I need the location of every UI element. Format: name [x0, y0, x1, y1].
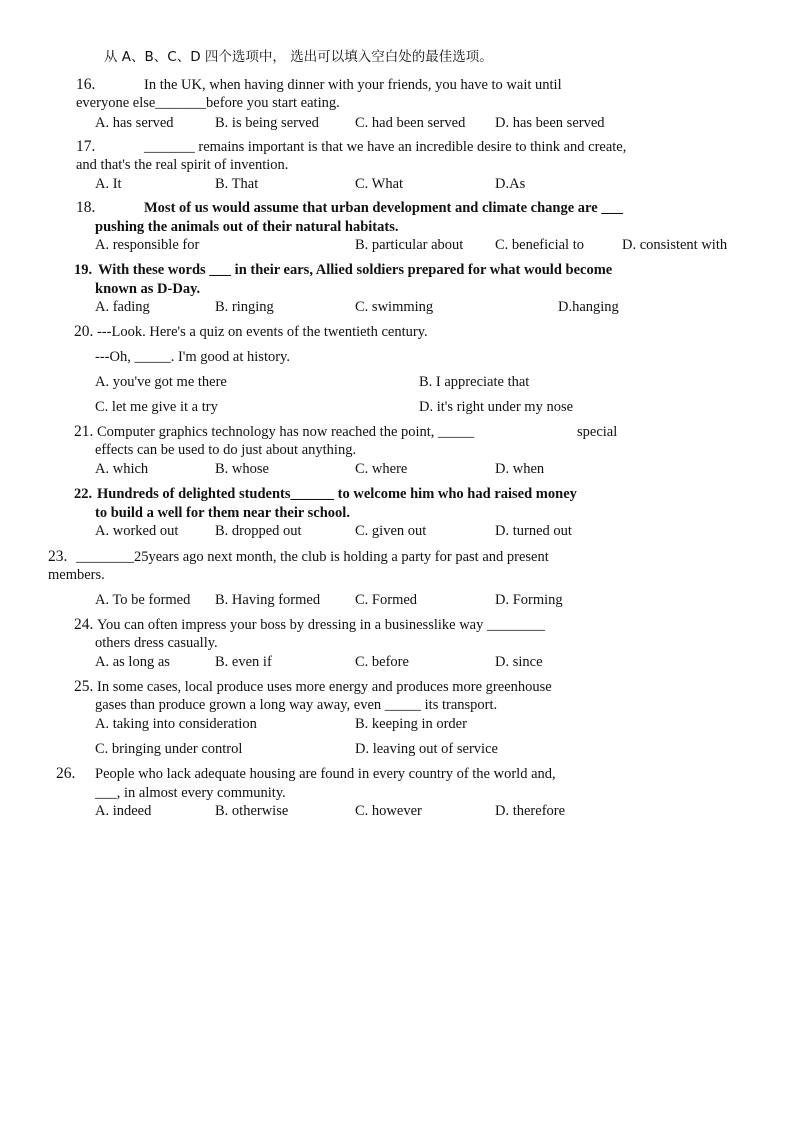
option-b[interactable]: B. Having formed	[215, 592, 321, 608]
option-a[interactable]: A. It	[95, 176, 122, 192]
option-b[interactable]: B. particular about	[355, 237, 464, 253]
option-c[interactable]: C. let me give it a try	[95, 399, 218, 415]
question-stem-line: everyone else_______before you start eating.	[76, 95, 340, 111]
option-c[interactable]: C. given out	[355, 523, 427, 539]
question-stem-line: Hundreds of delighted students______ to welcome him who had raised money	[97, 486, 577, 502]
question-number: 17.	[76, 138, 96, 155]
option-b[interactable]: B. ringing	[215, 299, 274, 315]
question-stem-line: effects can be used to do just about anything.	[95, 442, 357, 458]
option-c[interactable]: C. What	[355, 176, 404, 192]
question-stem-line: Computer graphics technology has now reached the point, _____	[97, 424, 475, 440]
option-d[interactable]: D. when	[495, 461, 545, 477]
question-stem-line: gases than produce grown a long way away, even _____ its transport.	[95, 697, 498, 713]
option-c[interactable]: C. had been served	[355, 115, 466, 131]
option-a[interactable]: A. which	[95, 461, 149, 477]
option-a[interactable]: A. taking into consideration	[95, 716, 257, 732]
option-c[interactable]: C. bringing under control	[95, 741, 243, 757]
question-stem-line: members.	[48, 567, 105, 583]
option-a[interactable]: A. as long as	[95, 654, 170, 670]
option-c[interactable]: C. however	[355, 803, 422, 819]
question-stem-line: ---Look. Here's a quiz on events of the twentieth century.	[97, 324, 428, 340]
option-a[interactable]: A. you've got me there	[95, 374, 227, 390]
option-d[interactable]: D. therefore	[495, 803, 566, 819]
question-stem-line: and that's the real spirit of invention.	[76, 157, 289, 173]
question-stem-line: _______ remains important is that we have an incredible desire to think and create,	[144, 139, 627, 155]
option-b[interactable]: B. otherwise	[215, 803, 289, 819]
option-d[interactable]: D. has been served	[495, 115, 605, 131]
question-number: 25.	[74, 678, 94, 695]
option-d[interactable]: D. leaving out of service	[355, 741, 498, 757]
option-b[interactable]: B. That	[215, 176, 259, 192]
question-stem-line: pushing the animals out of their natural habitats.	[95, 219, 399, 235]
option-b[interactable]: B. is being served	[215, 115, 319, 131]
question-stem-line: others dress casually.	[95, 635, 218, 651]
question-stem-line: In some cases, local produce uses more energy and produces more greenhouse	[97, 679, 552, 695]
question-stem-line: ___, in almost every community.	[95, 785, 286, 801]
question-number: 18.	[76, 199, 96, 216]
option-b[interactable]: B. even if	[215, 654, 272, 670]
question-number: 21.	[74, 423, 94, 440]
question-stem-line: With these words ___ in their ears, Allied soldiers prepared for what would become	[98, 262, 613, 278]
option-c[interactable]: C. Formed	[355, 592, 418, 608]
option-d[interactable]: D. Forming	[495, 592, 563, 608]
question-stem-line: Most of us would assume that urban development and climate change are ___	[144, 200, 624, 216]
option-d[interactable]: D.hanging	[558, 299, 619, 315]
option-a[interactable]: A. To be formed	[95, 592, 191, 608]
question-stem-line: In the UK, when having dinner with your friends, you have to wait until	[144, 77, 562, 93]
question-number: 16.	[76, 76, 96, 93]
option-c[interactable]: C. before	[355, 654, 409, 670]
question-number: 22.	[74, 486, 93, 502]
question-stem-line: You can often impress your boss by dressing in a businesslike way ________	[97, 617, 545, 633]
question-stem-line: known as D-Day.	[95, 281, 201, 297]
option-b[interactable]: B. dropped out	[215, 523, 302, 539]
question-number: 20.	[74, 323, 94, 340]
option-d[interactable]: D. it's right under my nose	[419, 399, 574, 415]
option-b[interactable]: B. I appreciate that	[419, 374, 530, 390]
question-stem-line: ---Oh, _____. I'm good at history.	[95, 349, 290, 365]
question-stem-word: special	[577, 424, 618, 440]
option-a[interactable]: A. responsible for	[95, 237, 200, 253]
option-d[interactable]: D. since	[495, 654, 543, 670]
option-d[interactable]: D.As	[495, 176, 526, 192]
question-stem-line: ________25years ago next month, the club is holding a party for past and present	[76, 549, 549, 565]
instruction-text: 从 A、B、C、D 四个选项中， 选出可以填入空白处的最佳选项。	[104, 49, 493, 65]
option-a[interactable]: A. fading	[95, 299, 150, 315]
option-c[interactable]: C. swimming	[355, 299, 434, 315]
question-number: 23.	[48, 548, 68, 565]
option-c[interactable]: C. where	[355, 461, 408, 477]
option-a[interactable]: A. worked out	[95, 523, 179, 539]
question-number: 19.	[74, 262, 93, 278]
option-a[interactable]: A. has served	[95, 115, 174, 131]
option-b[interactable]: B. whose	[215, 461, 269, 477]
question-stem-line: to build a well for them near their school.	[95, 505, 350, 521]
option-d[interactable]: D. consistent with	[622, 237, 728, 253]
option-d[interactable]: D. turned out	[495, 523, 572, 539]
question-number: 24.	[74, 616, 94, 633]
option-a[interactable]: A. indeed	[95, 803, 152, 819]
question-stem-line: People who lack adequate housing are found in every country of the world and,	[95, 766, 556, 782]
question-number: 26.	[56, 765, 76, 782]
option-b[interactable]: B. keeping in order	[355, 716, 467, 732]
option-c[interactable]: C. beneficial to	[495, 237, 584, 253]
